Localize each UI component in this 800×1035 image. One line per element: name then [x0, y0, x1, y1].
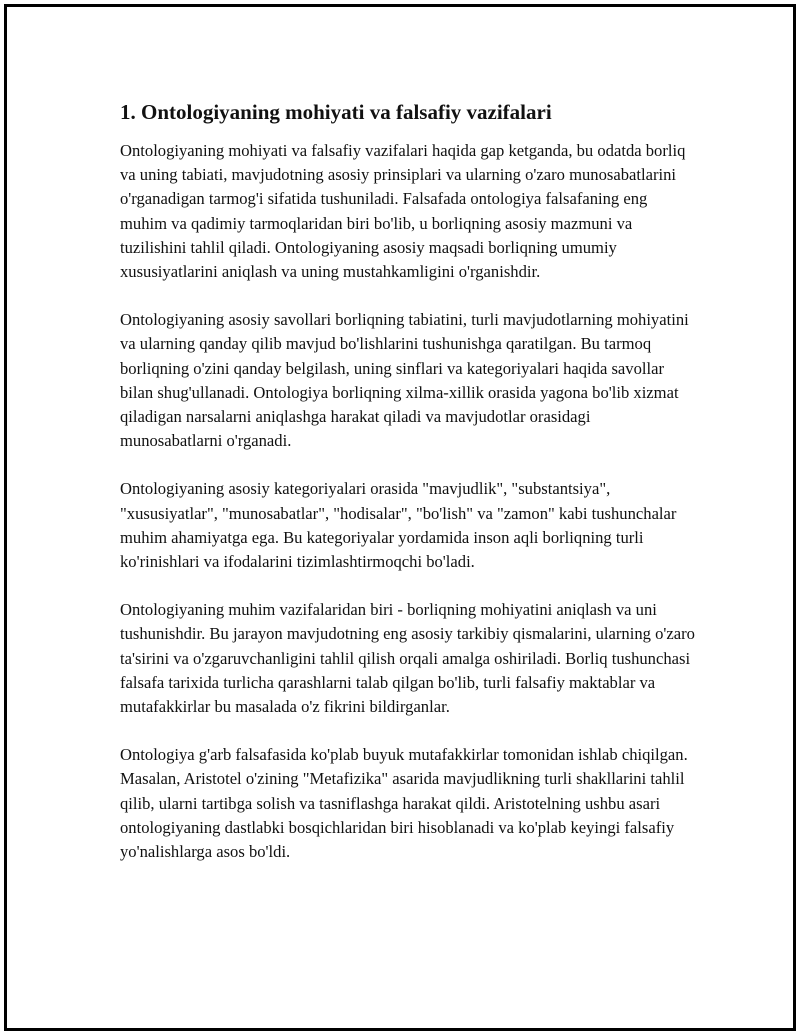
paragraph-3: Ontologiyaning asosiy kategoriyalari orasida "mavjudlik", "substantsiya", "xususiyatlar", "munosabatlar", "hodisalar", "bo'lish" va "zamon" kabi tushunchalar muhim ahamiyatga ega. Bu kategoriyalar yordamida inson aqli borliqning turli ko'rinishlari va ifodalarini tizimlashtirmoqchi bo'ladi.: [120, 479, 677, 572]
paragraph-2: Ontologiyaning asosiy savollari borliqning tabiatini, turli mavjudotlarning mohiyatini va ularning qanday qilib mavjud bo'lishlarini tushunishga qaratilgan. Bu tarmoq borliqning o'zini qanday belgilash, uning sinflari va kategoriyalari haqida savollar bilan shug'ullanadi. Ontologiya borliqning xilma-xillik orasida yagona bo'lib xizmat qiladigan narsalarni aniqlashga harakat qiladi va mavjudotlar orasidagi munosabatlarni o'rganadi.: [120, 310, 689, 451]
page-frame: [4, 4, 796, 1031]
document-body: [120, 99, 695, 864]
paragraph-5: Ontologiya g'arb falsafasida ko'plab buyuk mutafakkirlar tomonidan ishlab chiqilgan. Masalan, Aristotel o'zining "Metafizika" asarida mavjudlikning turli shakllarini tahlil qilib, ularni tartibga solish va tasniflashga harakat qildi. Aristotelning ushbu asari ontologiyaning dastlabki bosqichlaridan biri hisoblanadi va ko'plab keyingi falsafiy yo'nalishlarga asos bo'ldi.: [120, 745, 688, 862]
section-title: 1. Ontologiyaning mohiyati va falsafiy vazifalari: [120, 100, 552, 124]
paragraph-1: Ontologiyaning mohiyati va falsafiy vazifalari haqida gap ketganda, bu odatda borliq va uning tabiati, mavjudotning asosiy prinsiplari va ularning o'zaro munosabatlarini o'rganadigan tarmog'i sifatida tushuniladi. Falsafada ontologiya falsafaning eng muhim va qadimiy tarmoqlaridan biri bo'lib, u borliqning asosiy mazmuni va tuzilishini tahlil qiladi. Ontologiyaning asosiy maqsadi borliqning umumiy xususiyatlarini aniqlash va uning mustahkamligini o'rganishdir.: [120, 141, 686, 282]
paragraph-4: Ontologiyaning muhim vazifalaridan biri - borliqning mohiyatini aniqlash va uni tushunishdir. Bu jarayon mavjudotning eng asosiy tarkibiy qismalarini, ularning o'zaro ta'sirini va o'zgaruvchanligini tahlil qilish orqali amalga oshiriladi. Borliq tushunchasi falsafa tarixida turlicha qarashlarni talab qilgan bo'lib, turli falsafiy maktablar va mutafakkirlar bu masalada o'z fikrini bildirganlar.: [120, 600, 695, 717]
